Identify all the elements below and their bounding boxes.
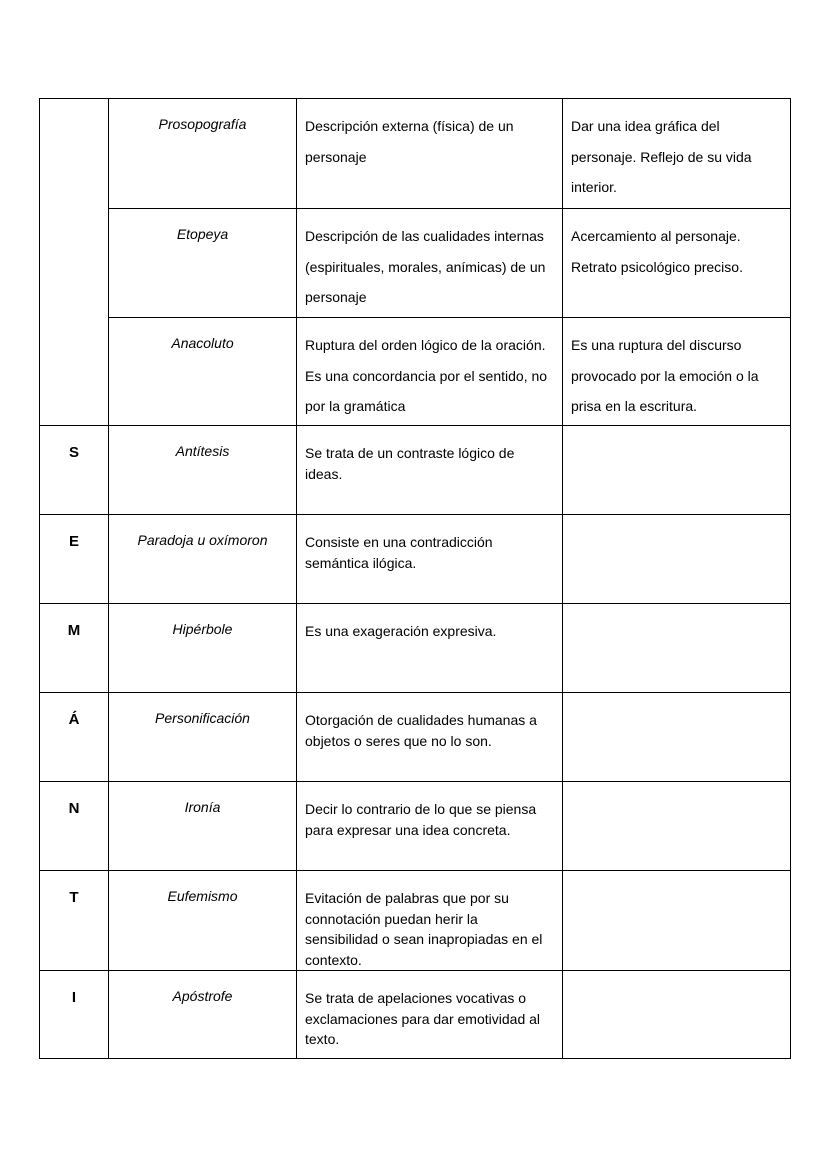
figure-function [563,515,791,604]
figure-description: Se trata de apelaciones vocativas o exclamaciones para dar emotividad al texto. [297,971,563,1059]
figure-name: Etopeya [109,209,297,318]
figure-description: Otorgación de cualidades humanas a objetos o seres que no lo son. [297,693,563,782]
table-row [40,871,791,971]
figure-function [563,693,791,782]
category-letter: N [40,782,109,871]
table-row [40,515,791,604]
table-row [40,99,791,209]
figure-description: Descripción de las cualidades internas (espirituales, morales, anímicas) de un personaje [297,209,563,318]
table-row [40,782,791,871]
figure-description: Descripción externa (física) de un personaje [297,99,563,209]
figure-function: Dar una idea gráfica del personaje. Reflejo de su vida interior. [563,99,791,209]
table-row [40,318,791,426]
figure-function [563,604,791,693]
category-letter: Á [40,693,109,782]
figure-name: Eufemismo [109,871,297,971]
figure-description: Se trata de un contraste lógico de ideas. [297,426,563,515]
figure-name: Prosopografía [109,99,297,209]
figure-function: Acercamiento al personaje. Retrato psicológico preciso. [563,209,791,318]
figure-name: Antítesis [109,426,297,515]
rhetorical-figures-table [39,98,791,1059]
category-letter: E [40,515,109,604]
figure-name: Personificación [109,693,297,782]
figure-description: Ruptura del orden lógico de la oración. Es una concordancia por el sentido, no por la gramática [297,318,563,426]
table-row [40,971,791,1059]
table-row [40,209,791,318]
table-row [40,426,791,515]
category-letter: S [40,426,109,515]
figure-description: Decir lo contrario de lo que se piensa para expresar una idea concreta. [297,782,563,871]
figure-function [563,871,791,971]
figure-name: Hipérbole [109,604,297,693]
figure-name: Apóstrofe [109,971,297,1059]
figure-description: Evitación de palabras que por su connotación puedan herir la sensibilidad o sean inapropiadas en el contexto. [297,871,563,971]
figure-description: Es una exageración expresiva. [297,604,563,693]
figure-function: Es una ruptura del discurso provocado por la emoción o la prisa en la escritura. [563,318,791,426]
category-letter: I [40,971,109,1059]
figure-name: Ironía [109,782,297,871]
category-letter: T [40,871,109,971]
figure-function [563,971,791,1059]
figure-name: Paradoja u oxímoron [109,515,297,604]
category-cell-empty [40,99,109,426]
figure-function [563,782,791,871]
table-row [40,693,791,782]
table-row [40,604,791,693]
category-letter: M [40,604,109,693]
figure-function [563,426,791,515]
figure-description: Consiste en una contradicción semántica ilógica. [297,515,563,604]
figure-name: Anacoluto [109,318,297,426]
